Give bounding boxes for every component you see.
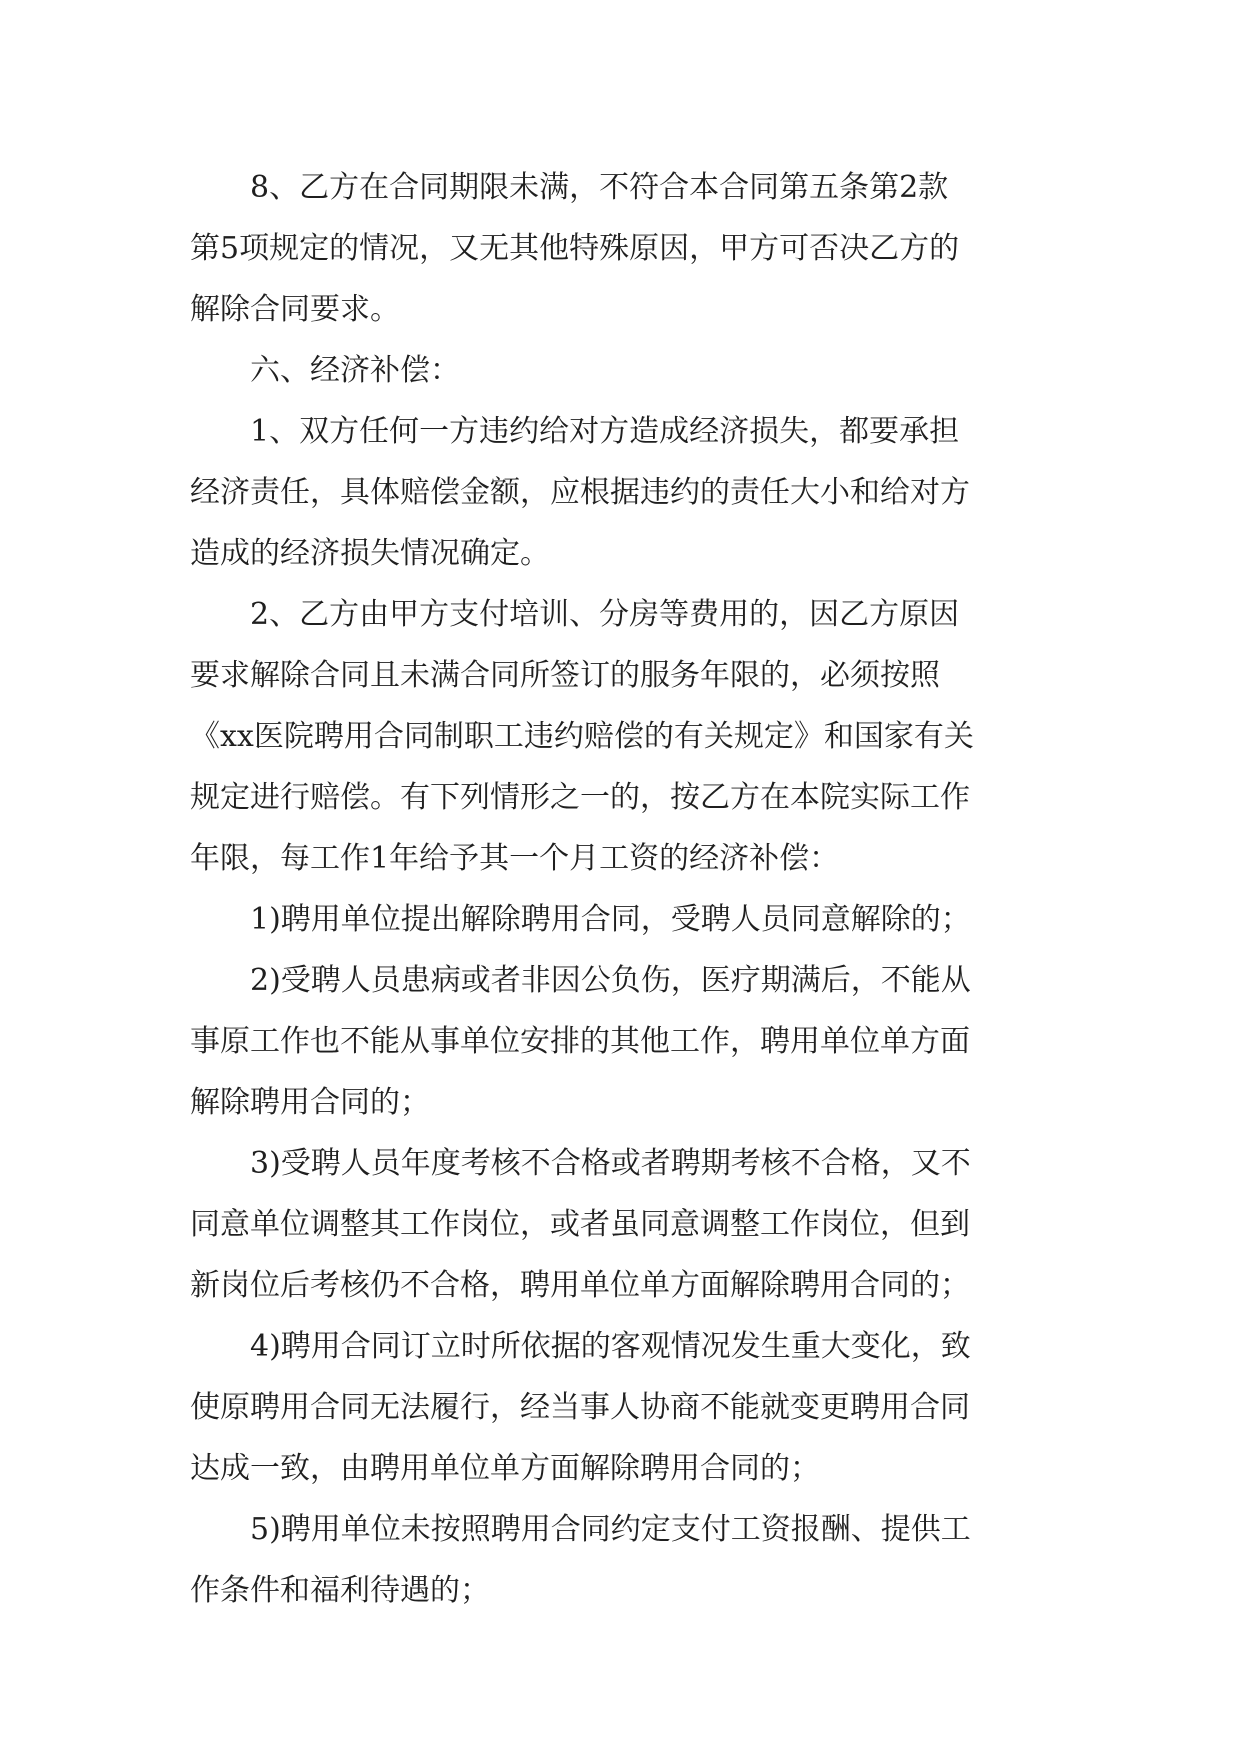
section-heading-economic-compensation (190, 340, 1050, 401)
text-line: 1、双方任何一方违约给对方造成经济损失，都要承担 (250, 414, 960, 449)
list-item-5 (190, 1499, 1050, 1621)
text-line: 经济责任，具体赔偿金额，应根据违约的责任大小和给对方 (190, 475, 970, 510)
list-item-4 (190, 1316, 1050, 1499)
paragraph-compensation-2 (190, 584, 1050, 889)
text-line: 造成的经济损失情况确定。 (190, 536, 550, 571)
text-line: 解除合同要求。 (190, 292, 400, 327)
paragraph-compensation-1 (190, 401, 1050, 584)
text-line: 3)受聘人员年度考核不合格或者聘期考核不合格，又不 (250, 1146, 971, 1181)
text-line: 事原工作也不能从事单位安排的其他工作，聘用单位单方面 (190, 1024, 970, 1059)
text-line: 使原聘用合同无法履行，经当事人协商不能就变更聘用合同 (190, 1390, 970, 1425)
text-line: 2)受聘人员患病或者非因公负伤，医疗期满后，不能从 (250, 963, 971, 998)
text-line: 作条件和福利待遇的； (190, 1573, 490, 1608)
text-line: 《xx医院聘用合同制职工违约赔偿的有关规定》和国家有关 (190, 719, 974, 754)
list-item-3 (190, 1133, 1050, 1316)
text-line: 规定进行赔偿。有下列情形之一的，按乙方在本院实际工作 (190, 780, 970, 815)
text-line: 2、乙方由甲方支付培训、分房等费用的，因乙方原因 (250, 597, 960, 632)
text-line: 要求解除合同且未满合同所签订的服务年限的，必须按照 (190, 658, 940, 693)
text-line: 解除聘用合同的； (190, 1085, 430, 1120)
text-line: 达成一致，由聘用单位单方面解除聘用合同的； (190, 1451, 820, 1486)
list-item-1 (190, 889, 1050, 950)
paragraph-clause-8 (190, 157, 1050, 340)
document-body (190, 157, 1050, 1621)
text-line: 新岗位后考核仍不合格，聘用单位单方面解除聘用合同的； (190, 1268, 970, 1303)
text-line: 同意单位调整其工作岗位，或者虽同意调整工作岗位，但到 (190, 1207, 970, 1242)
list-item-2 (190, 950, 1050, 1133)
text-line: 年限，每工作1年给予其一个月工资的经济补偿： (190, 841, 840, 876)
text-line: 第5项规定的情况，又无其他特殊原因，甲方可否决乙方的 (190, 231, 960, 266)
text-line: 4)聘用合同订立时所依据的客观情况发生重大变化，致 (250, 1329, 971, 1364)
text-line: 1)聘用单位提出解除聘用合同，受聘人员同意解除的； (250, 902, 971, 937)
text-line: 六、经济补偿： (250, 353, 460, 388)
text-line: 8、乙方在合同期限未满，不符合本合同第五条第2款 (250, 170, 949, 205)
text-line: 5)聘用单位未按照聘用合同约定支付工资报酬、提供工 (250, 1512, 971, 1547)
